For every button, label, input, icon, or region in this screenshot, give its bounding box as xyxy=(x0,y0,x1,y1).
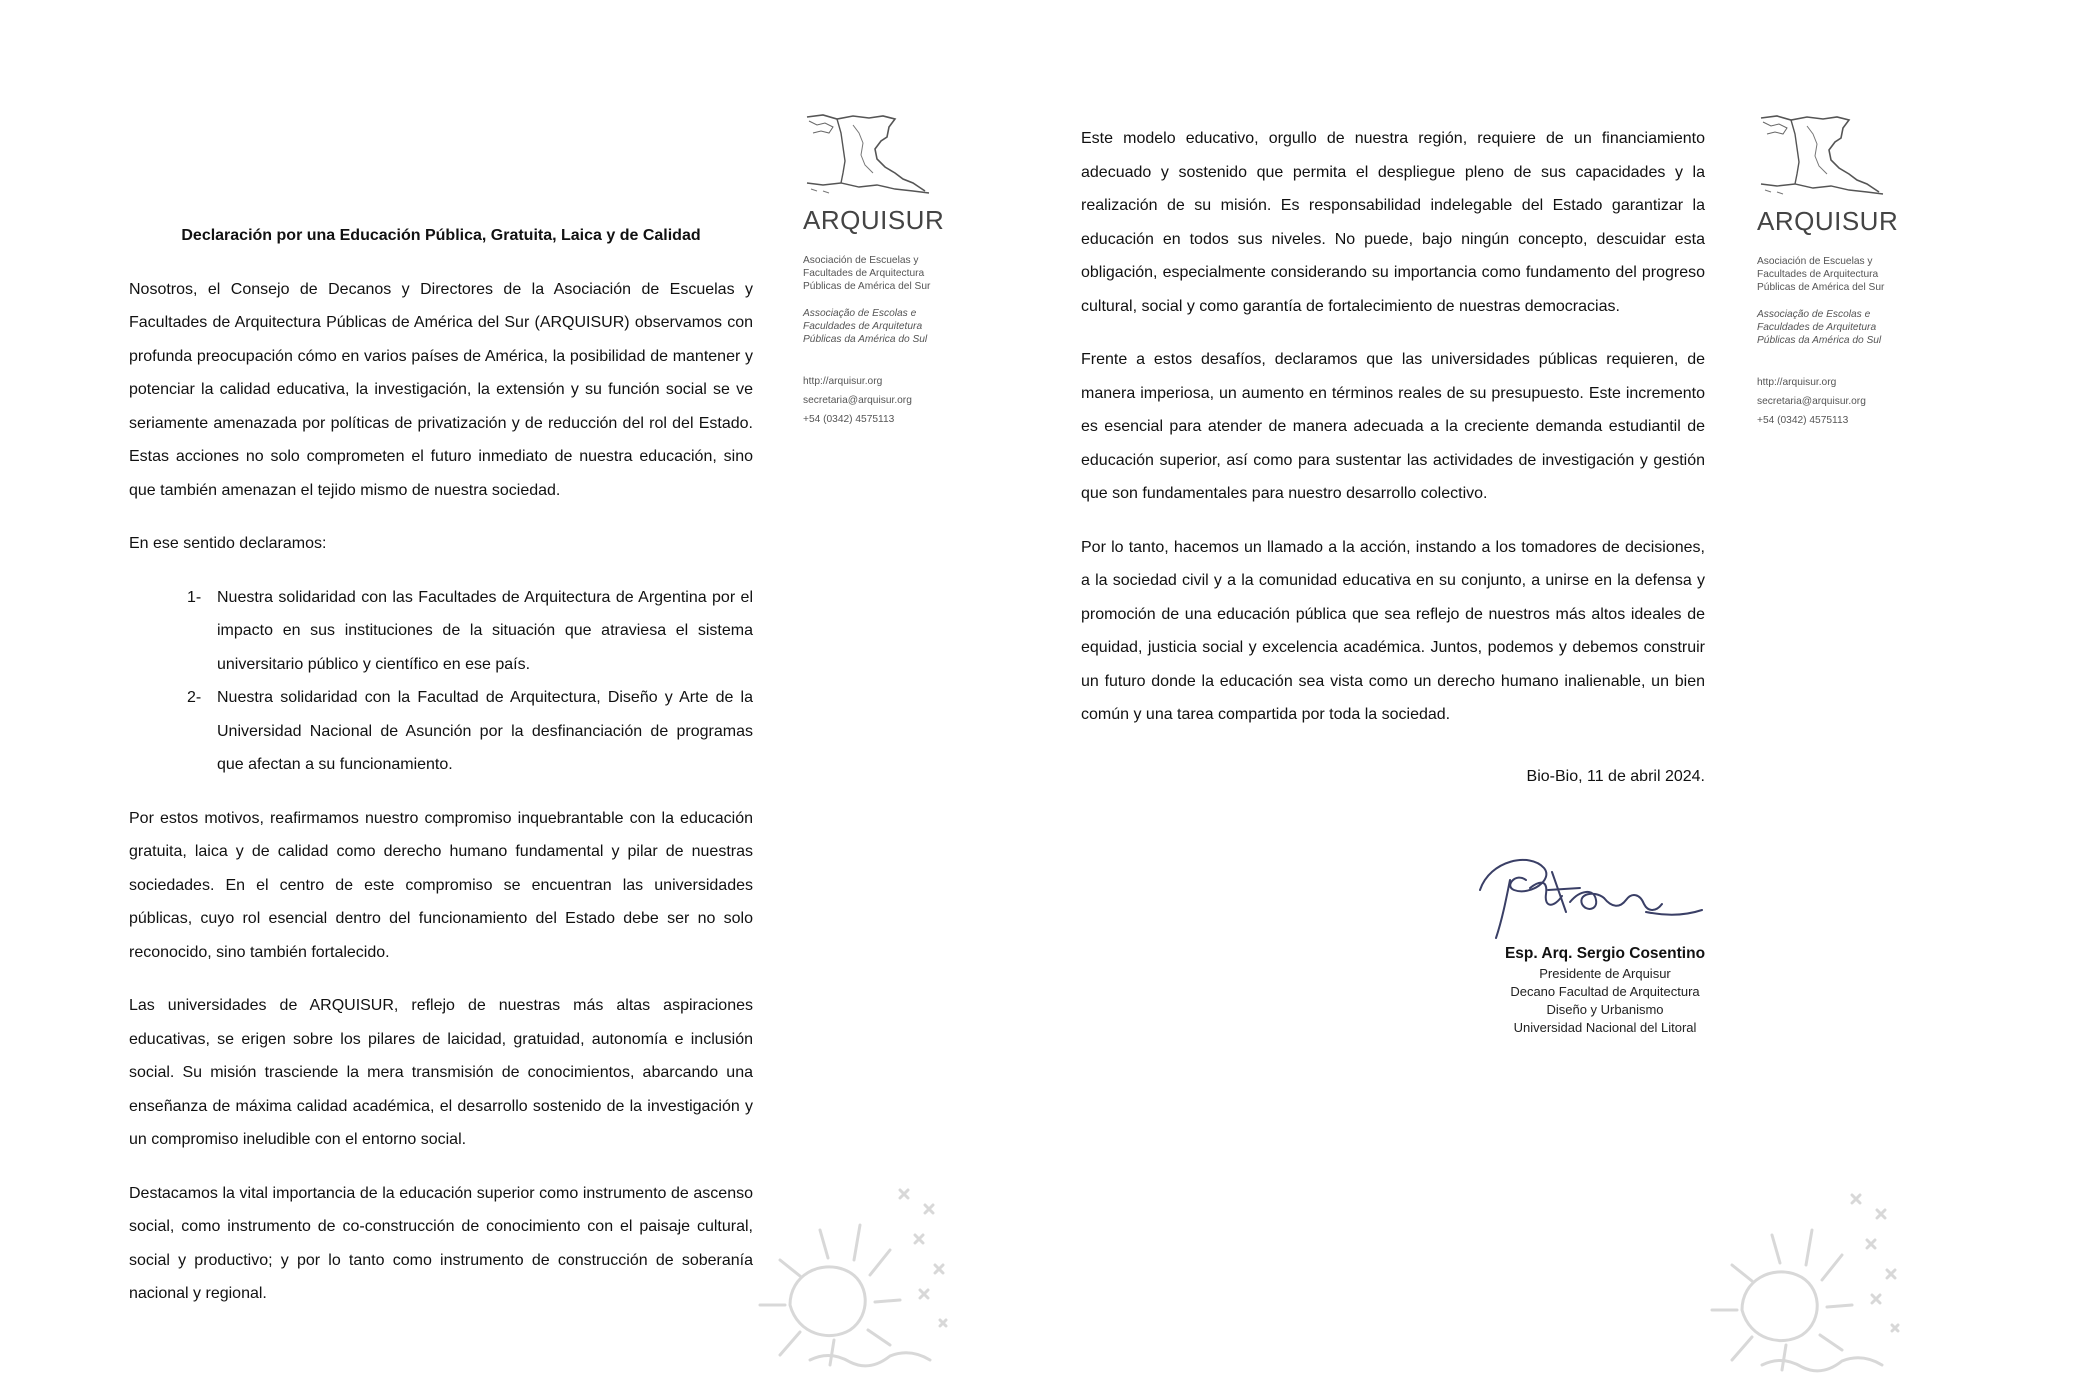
list-item xyxy=(129,581,753,682)
document-title: Declaración por una Educación Pública, Gratuita, Laica y de Calidad xyxy=(181,227,701,244)
handwritten-signature xyxy=(1470,850,1710,942)
letterhead xyxy=(803,113,953,429)
email-link[interactable]: secretaria@arquisur.org xyxy=(1757,396,1866,407)
letterhead-es-line: Públicas de América del Sur xyxy=(803,281,931,292)
letterhead-contact xyxy=(1757,373,1907,430)
paragraph: Por lo tanto, hacemos un llamado a la acción, instando a los tomadores de decisiones, a la sociedad civil y a la comunidad educativa en su conjunto, a unirse en la defensa y promoción de una educación pública que sea reflejo de nuestros más altos ideales de equidad, justicia social y excelencia académica. Juntos, podemos y debemos construir un futuro donde la educación sea vista como un derecho humano inalienable, un bien común y una tarea compartida por toda la sociedad. xyxy=(1081,538,1705,723)
list-number: 2- xyxy=(187,689,202,706)
letterhead-pt-line: Faculdades de Arquitetura xyxy=(1757,322,1877,333)
paragraph: Destacamos la vital importancia de la educación superior como instrumento de ascenso social, como instrumento de co-construcción de conocimiento con el paisaje cultural, social y productivo; y por lo tanto como instrumento de construcción de soberanía nacional y regional. xyxy=(129,1184,753,1302)
letterhead-es-line: Facultades de Arquitectura xyxy=(1757,269,1879,280)
signer-name: Esp. Arq. Sergio Cosentino xyxy=(1504,945,1706,962)
letterhead-portuguese xyxy=(803,307,953,346)
website-link[interactable]: http://arquisur.org xyxy=(803,376,883,387)
signer-role: Universidad Nacional del Litoral xyxy=(1513,1020,1697,1035)
letterhead-es-line: Asociación de Escuelas y xyxy=(1757,256,1873,267)
list-number: 1- xyxy=(187,588,202,606)
letterhead-spanish xyxy=(1757,255,1907,294)
letterhead-es-line: Asociación de Escuelas y xyxy=(803,255,919,266)
south-america-map-logo xyxy=(1757,114,1885,196)
list-intro: En ese sentido declaramos: xyxy=(129,535,327,552)
place-date: Bio-Bio, 11 de abril 2024. xyxy=(1526,768,1705,785)
letterhead-name: ARQUISUR xyxy=(803,205,945,235)
letterhead-es-line: Públicas de América del Sur xyxy=(1757,282,1885,293)
declaration-list xyxy=(129,581,753,782)
phone-number: +54 (0342) 4575113 xyxy=(803,414,895,425)
letterhead-portuguese xyxy=(1757,308,1907,347)
letterhead xyxy=(1757,114,1907,430)
letterhead-pt-line: Associação de Escolas e xyxy=(1757,309,1871,320)
paragraph: Las universidades de ARQUISUR, reflejo de nuestras más altas aspiraciones educativas, se erigen sobre los pilares de laicidad, gratuidad, autonomía e inclusión social. Su misión trasciende la mera transmisión de conocimientos, abarcando una enseñanza de máxima calidad académica, el desarrollo sostenido de la investigación y un compromiso ineludible con el entorno social. xyxy=(129,997,753,1148)
email-link[interactable]: secretaria@arquisur.org xyxy=(803,395,912,406)
letterhead-contact xyxy=(803,372,953,429)
phone-number: +54 (0342) 4575113 xyxy=(1757,415,1849,426)
letterhead-name: ARQUISUR xyxy=(1757,206,1899,236)
signature-block xyxy=(1485,943,1725,1037)
signer-role: Diseño y Urbanismo xyxy=(1546,1002,1664,1017)
website-link[interactable]: http://arquisur.org xyxy=(1757,377,1837,388)
letterhead-spanish xyxy=(803,254,953,293)
list-item-text: Nuestra solidaridad con las Facultades de Arquitectura de Argentina por el impacto en sus instituciones de la situación que atraviesa el sistema universitario público y científico en ese país. xyxy=(217,588,753,673)
letterhead-es-line: Facultades de Arquitectura xyxy=(803,268,925,279)
paragraph: Frente a estos desafíos, declaramos que las universidades públicas requieren, de manera imperiosa, un aumento en términos reales de su presupuesto. Este incremento es esencial para atender de manera adecuada a la creciente demanda estudiantil de educación superior, así como para sustentar las actividades de investigación y gestión que son fundamentales para nuestro desarrollo colectivo. xyxy=(1081,351,1705,502)
south-america-map-logo xyxy=(803,113,931,195)
page-1-body xyxy=(129,219,753,1331)
paragraph: Nosotros, el Consejo de Decanos y Directores de la Asociación de Escuelas y Facultades de Arquitectura Públicas de América del Sur (ARQUISUR) observamos con profunda preocupación cómo en varios países de América, la posibilidad de mantener y potenciar la calidad educativa, la investigación, la extensión y su función social se ve seriamente amenazada por políticas de privatización y de reducción del rol del Estado. Estas acciones no solo comprometen el futuro inmediato de nuestra educación, sino que también amenazan el tejido mismo de nuestra sociedad. xyxy=(129,280,753,499)
letterhead-pt-line: Faculdades de Arquitetura xyxy=(803,321,923,332)
list-item-text: Nuestra solidaridad con la Facultad de Arquitectura, Diseño y Arte de la Universidad Nacional de Asunción por la desfinanciación de programas que afectan a su funcionamiento. xyxy=(217,689,753,773)
signer-role: Decano Facultad de Arquitectura xyxy=(1510,984,1700,999)
letterhead-pt-line: Associação de Escolas e xyxy=(803,308,917,319)
signer-role: Presidente de Arquisur xyxy=(1539,966,1671,981)
letterhead-pt-line: Públicas da América do Sul xyxy=(803,334,928,345)
sun-watermark-icon xyxy=(1702,1185,1922,1385)
page-2-body xyxy=(1081,122,1705,752)
sun-watermark-icon xyxy=(750,1180,970,1380)
page-2 xyxy=(952,0,2084,1394)
paragraph: Este modelo educativo, orgullo de nuestra región, requiere de un financiamiento adecuado y sostenido que permita el despliegue pleno de sus capacidades y la realización de su misión. Es responsabilidad indelegable del Estado garantizar la educación en todos sus niveles. No puede, bajo ningún concepto, descuidar esta obligación, especialmente considerando su importancia como fundamento del progreso cultural, social y como garantía de fortalecimiento de nuestras democracias. xyxy=(1081,130,1705,315)
list-item xyxy=(129,681,753,782)
letterhead-pt-line: Públicas da América do Sul xyxy=(1757,335,1882,346)
paragraph: Por estos motivos, reafirmamos nuestro compromiso inquebrantable con la educación gratuita, laica y de calidad como derecho humano fundamental y pilar de nuestras sociedades. En el centro de este compromiso se encuentran las universidades públicas, cuyo rol esencial dentro del funcionamiento del Estado debe ser no solo reconocido, sino también fortalecido. xyxy=(129,809,753,961)
